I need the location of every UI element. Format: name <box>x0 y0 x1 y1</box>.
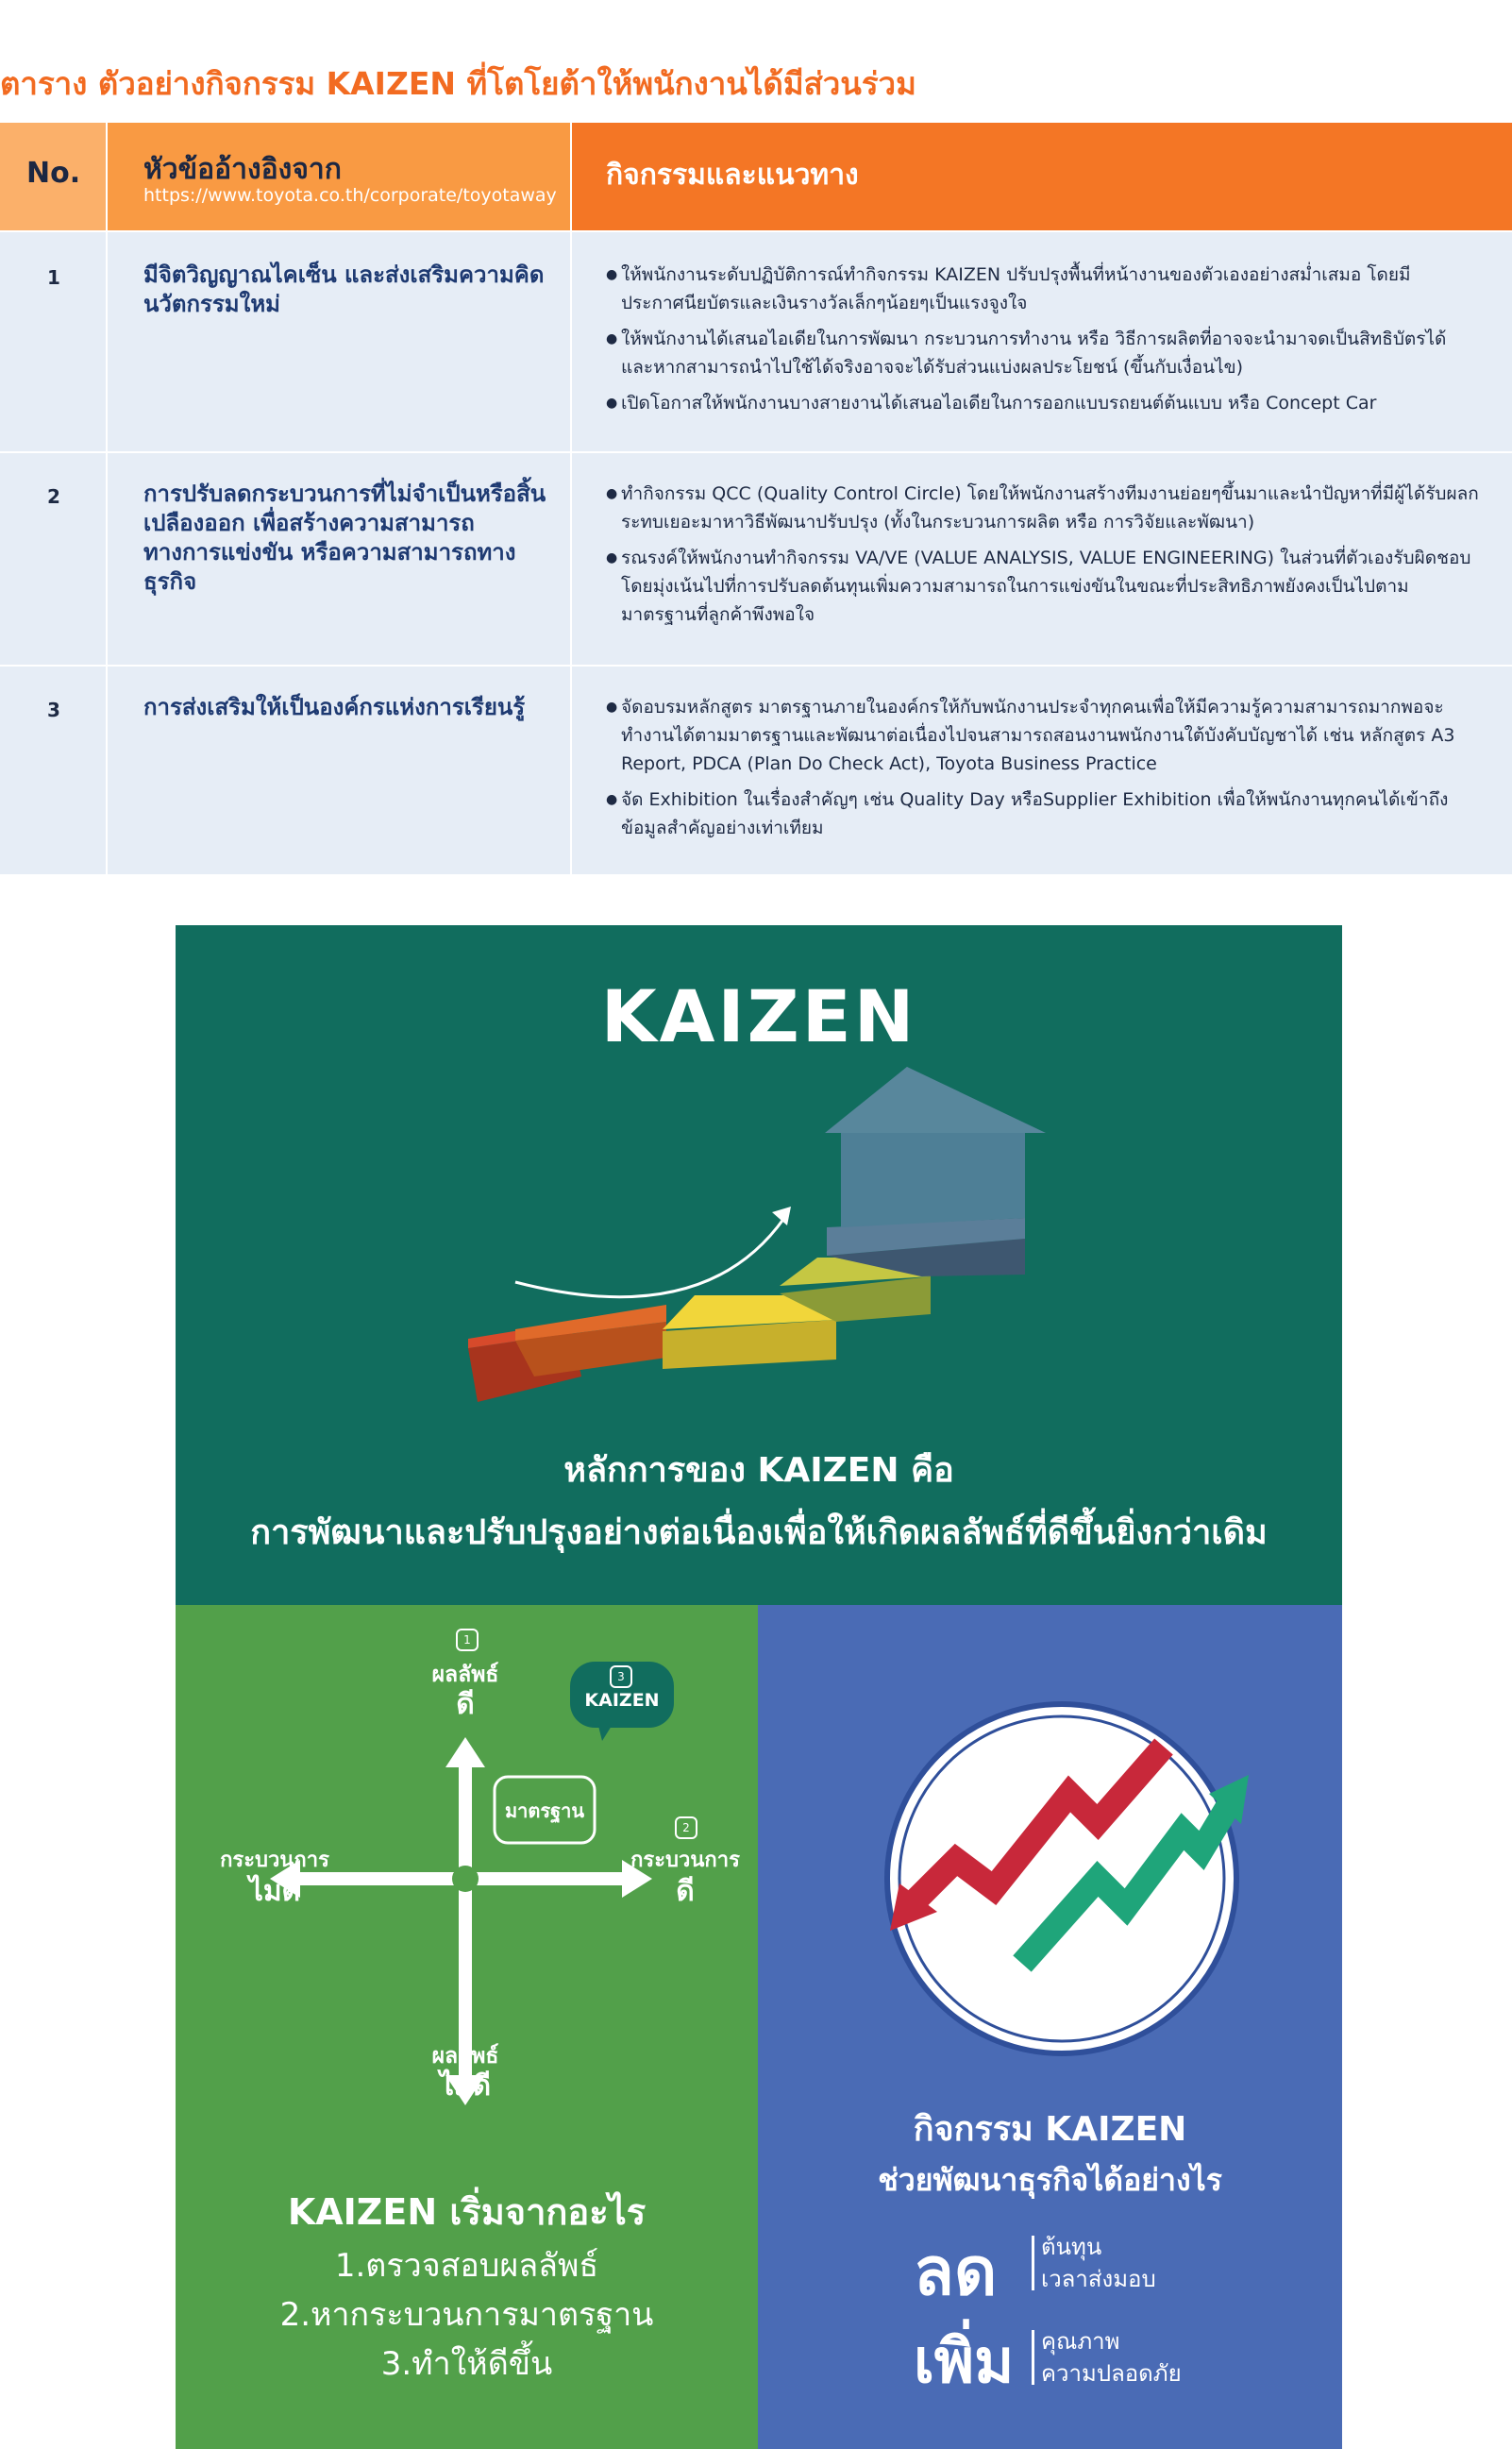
increase-item: คุณภาพ <box>1041 2328 1120 2355</box>
top-axis-label: ผลลัพธ์ <box>431 1663 499 1687</box>
row-number: 3 <box>47 699 60 721</box>
increase-item: ความปลอดภัย <box>1041 2360 1182 2387</box>
activity-item: ● ให้พนักงานได้เสนอไอเดียในการพัฒนา กระบวนการทำงาน หรือ วิธีการผลิตที่อาจจะนำมาจดเป็นสิทธิบัตรได้ และหากสามารถนำไปใช้ได้จริงอาจจะได้รับส่วนแบ่งผลประโยชน์ (ขึ้นกับเงื่อนไข) <box>606 325 1484 381</box>
kaizen-start-heading: KAIZEN เริ่มจากอะไร <box>287 2191 647 2233</box>
principle-description: การพัฒนาและปรับปรุงอย่างต่อเนื่องเพื่อให้เกิดผลลัพธ์ที่ดีขึ้นยิ่งกว่าเดิม <box>250 1513 1268 1552</box>
badge-2-icon: 2 <box>675 1816 697 1839</box>
kaizen-benefits-panel <box>758 1605 1342 2449</box>
header-cell-no <box>0 123 106 230</box>
header-reference-label: หัวข้ออ้างอิงจาก <box>143 153 342 186</box>
house-roof-icon <box>825 1067 1046 1133</box>
start-step: 1.ตรวจสอบผลลัพธ์ <box>334 2247 599 2285</box>
activity-list <box>606 693 1484 850</box>
bottom-axis-label: ผลลัพธ์ <box>431 2044 499 2069</box>
top-axis-value: ดี <box>456 1688 475 1721</box>
increase-word: เพิ่ม <box>914 2327 1015 2397</box>
start-step: 2.หากระบวนการมาตรฐาน <box>279 2296 654 2334</box>
table-title: ตาราง ตัวอย่างกิจกรรม KAIZEN ที่โตโยต้าให้พนักงานได้มีส่วนร่วม <box>0 65 916 102</box>
row-number: 2 <box>47 485 60 508</box>
row-activities-cell <box>572 453 1512 665</box>
activity-item: ● ให้พนักงานระดับปฏิบัติการณ์ทำกิจกรรม KAIZEN ปรับปรุงพื้นที่หน้างานของตัวเองอย่างสม่ำเสมอ โดยมีประกาศนียบัตรและเงินรางวัลเล็กๆน้อยๆเป็นแรงจูงใจ <box>606 261 1484 317</box>
kaizen-bubble-label: KAIZEN <box>584 1690 660 1711</box>
activity-item: ● รณรงค์ให้พนักงานทำกิจกรรม VA/VE (VALUE ANALYSIS, VALUE ENGINEERING) ในส่วนที่ตัวเองรับผิดชอบ โดยมุ่งเน้นไปที่การปรับลดต้นทุนเพิ่มความสามารถในการแข่งขันในขณะที่ประสิทธิภาพยังคงเป็นไปตามมาตรฐานที่ลูกค้าพึงพอใจ <box>606 544 1484 629</box>
table-header <box>0 123 1512 230</box>
row-reference-text: มีจิตวิญญาณไคเซ็น และส่งเสริมความคิดนวัตกรรมใหม่ <box>143 262 545 317</box>
left-axis-label: กระบวนการ <box>220 1849 329 1872</box>
row-reference-cell <box>108 232 570 451</box>
reduce-word: ลด <box>914 2233 998 2310</box>
row-number-cell <box>0 232 106 451</box>
right-axis-value: ดี <box>676 1875 695 1908</box>
improvement-stairs-illustration <box>176 925 1342 1454</box>
reduce-item: ต้นทุน <box>1041 2234 1102 2260</box>
start-step: 3.ทำให้ดีขึ้น <box>380 2345 553 2383</box>
row-number: 1 <box>47 266 60 289</box>
activity-list <box>606 480 1484 636</box>
header-cell-activities <box>572 123 1512 230</box>
speech-bubble-tail-icon <box>598 1726 612 1741</box>
row-reference-cell <box>108 453 570 665</box>
standard-box-label: มาตรฐาน <box>504 1799 585 1822</box>
row-activities-cell <box>572 667 1512 874</box>
divider <box>1032 2330 1034 2385</box>
reduce-item: เวลาส่งมอบ <box>1041 2266 1156 2292</box>
row-number-cell <box>0 453 106 665</box>
activity-item: ● ทำกิจกรรม QCC (Quality Control Circle) โดยให้พนักงานสร้างทีมงานย่อยๆขึ้นมาและนำปัญหาที่มีผู้ได้รับผลกระทบเยอะมาหาวิธีพัฒนาปรับปรุง (ทั้งในกระบวนการผลิต หรือ การวิจัยและพัฒนา) <box>606 480 1484 536</box>
right-axis-label: กระบวนการ <box>630 1849 740 1872</box>
activity-item: ● จัดอบรมหลักสูตร มาตรฐานภายในองค์กรให้กับพนักงานประจำทุกคนเพื่อให้มีความรู้ความสามารถมากพอจะทำงานได้ตามมาตรฐานและพัฒนาต่อเนื่องไปจนสามารถสอนงานพนักงานใต้บังคับบัญชาได้ เช่น หลักสูตร A3 Report, PDCA (Plan Do Check Act), Toyota Business Practice <box>606 693 1484 778</box>
bottom-axis-value: ไม่ดี <box>439 2069 492 2103</box>
curved-arrow-icon <box>515 1218 784 1297</box>
trend-arrows-icon <box>758 1605 1342 2134</box>
table-row <box>0 453 1512 665</box>
arrow-up-icon <box>445 1737 485 1767</box>
table-row <box>0 232 1512 451</box>
benefits-heading: กิจกรรม KAIZEN <box>913 2110 1187 2149</box>
row-reference-text: การปรับลดกระบวนการที่ไม่จำเป็นหรือสิ้นเปลืองออก เพื่อสร้างความสามารถทางการแข่งขัน หรือความสามารถทางธุรกิจ <box>143 481 546 595</box>
header-cell-reference <box>108 123 570 230</box>
kaizen-title: KAIZEN <box>600 974 917 1058</box>
header-activities-label: กิจกรรมและแนวทาง <box>606 159 859 192</box>
badge-1-icon: 1 <box>456 1629 479 1651</box>
table-row <box>0 667 1512 874</box>
benefits-subheading: ช่วยพัฒนาธุรกิจได้อย่างไร <box>878 2162 1222 2198</box>
activity-item: ● จัด Exhibition ในเรื่องสำคัญๆ เช่น Quality Day หรือSupplier Exhibition เพื่อให้พนักงานทุกคนได้เข้าถึงข้อมูลสำคัญอย่างเท่าเทียม <box>606 785 1484 842</box>
activity-item: ● เปิดโอกาสให้พนักงานบางสายงานได้เสนอไอเดียในการออกแบบรถยนต์ต้นแบบ หรือ Concept Car <box>606 389 1484 417</box>
row-number-cell <box>0 667 106 874</box>
header-no-label: No. <box>26 157 81 190</box>
activity-list <box>606 261 1484 425</box>
kaizen-start-panel <box>176 1605 758 2449</box>
reference-url-link[interactable]: https://www.toyota.co.th/corporate/toyotaway <box>143 185 557 206</box>
row-reference-text: การส่งเสริมให้เป็นองค์กรแห่งการเรียนรู้ <box>143 694 526 720</box>
row-reference-cell <box>108 667 570 874</box>
kaizen-principle-panel <box>176 925 1342 1605</box>
badge-3-icon: 3 <box>610 1665 632 1688</box>
divider <box>1032 2236 1034 2290</box>
principle-heading: หลักการของ KAIZEN คือ <box>563 1451 954 1490</box>
left-axis-value: ไม่ดี <box>248 1875 301 1908</box>
row-activities-cell <box>572 232 1512 451</box>
